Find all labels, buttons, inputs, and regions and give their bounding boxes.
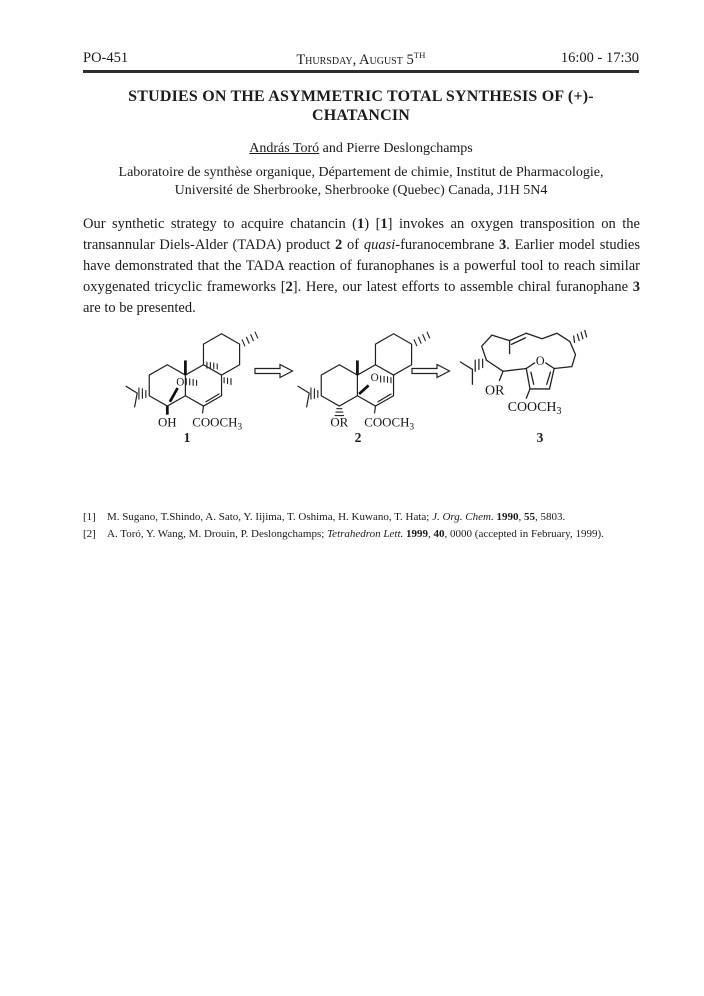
- session-code: PO-451: [83, 50, 129, 66]
- retrosynthesis-arrow-icon: [411, 363, 451, 379]
- structure-2-bridge-oxygen: O: [370, 372, 379, 385]
- session-date-ordinal: TH: [413, 50, 426, 60]
- authors: András Toró and Pierre Deslongchamps: [249, 141, 473, 156]
- reference-marker: [2]: [83, 527, 96, 540]
- structure-3-furan-oxygen: O: [535, 353, 545, 368]
- structure-3-ester-label: $COOCH_3$: [507, 400, 562, 417]
- affiliation: [83, 164, 639, 199]
- retrosynthesis-arrow-icon: [254, 363, 294, 379]
- structure-2-ester-label: $COOCH_3$: [364, 415, 415, 433]
- structure-1-hydroxyl-label: OH: [158, 415, 177, 430]
- session-date: [83, 50, 639, 69]
- page-title: [83, 88, 639, 125]
- session-time: 16:00 - 17:30: [560, 50, 639, 66]
- structure-1-ester-label: $COOCH_3$: [192, 415, 243, 433]
- structure-2-alkoxy-label: OR: [330, 415, 349, 430]
- reference-item: [83, 509, 643, 526]
- session-date-text: Thursday, August 5: [296, 51, 414, 68]
- compound-3-number: 3: [536, 430, 544, 445]
- affiliation-line-2: Université de Sherbrooke, Sherbrooke (Quebec) Canada, J1H 5N4: [174, 182, 548, 198]
- title-line-1: STUDIES ON THE ASYMMETRIC TOTAL SYNTHESIS OF (+)-: [128, 88, 594, 105]
- page-header: [83, 50, 639, 70]
- reference-text: M. Sugano, T.Shindo, A. Sato, Y. Iijima, T. Oshima, H. Kuwano, T. Hata; J. Org. Chem. 1990, 55, 5803.: [107, 511, 566, 523]
- structure-3-drawing: [452, 310, 647, 440]
- title-line-2: CHATANCIN: [311, 106, 411, 124]
- compound-1-number: 1: [183, 430, 191, 445]
- abstract-paragraph: Our synthetic strategy to acquire chatancin (1) [1] invokes an oxygen transposition on the transannular Diels-Alder (TADA) product 2 of quasi-furanocembrane 3. Earlier model studies have demonstrated that the TADA reaction of furanophanes is a powerful tool to reach similar oxygenated tricyclic frameworks [2]. Here, our latest efforts to assemble chiral furanophane 3 are to be presented.: [83, 216, 640, 317]
- structure-1-bridge-oxygen: O: [176, 376, 185, 389]
- reference-item: [83, 526, 643, 543]
- affiliation-line-1: Laboratoire de synthèse organique, Département de chimie, Institut de Pharmacologie,: [118, 165, 604, 180]
- structure-3-alkoxy-label: OR: [485, 383, 505, 399]
- reference-marker: [1]: [83, 511, 96, 523]
- reference-text: A. Toró, Y. Wang, M. Drouin, P. Deslongchamps; Tetrahedron Lett. 1999, 40, 0000 (accepted in February, 1999).: [107, 527, 604, 540]
- compound-2-number: 2: [354, 430, 362, 445]
- references: [83, 509, 643, 543]
- header-rule: [83, 70, 639, 73]
